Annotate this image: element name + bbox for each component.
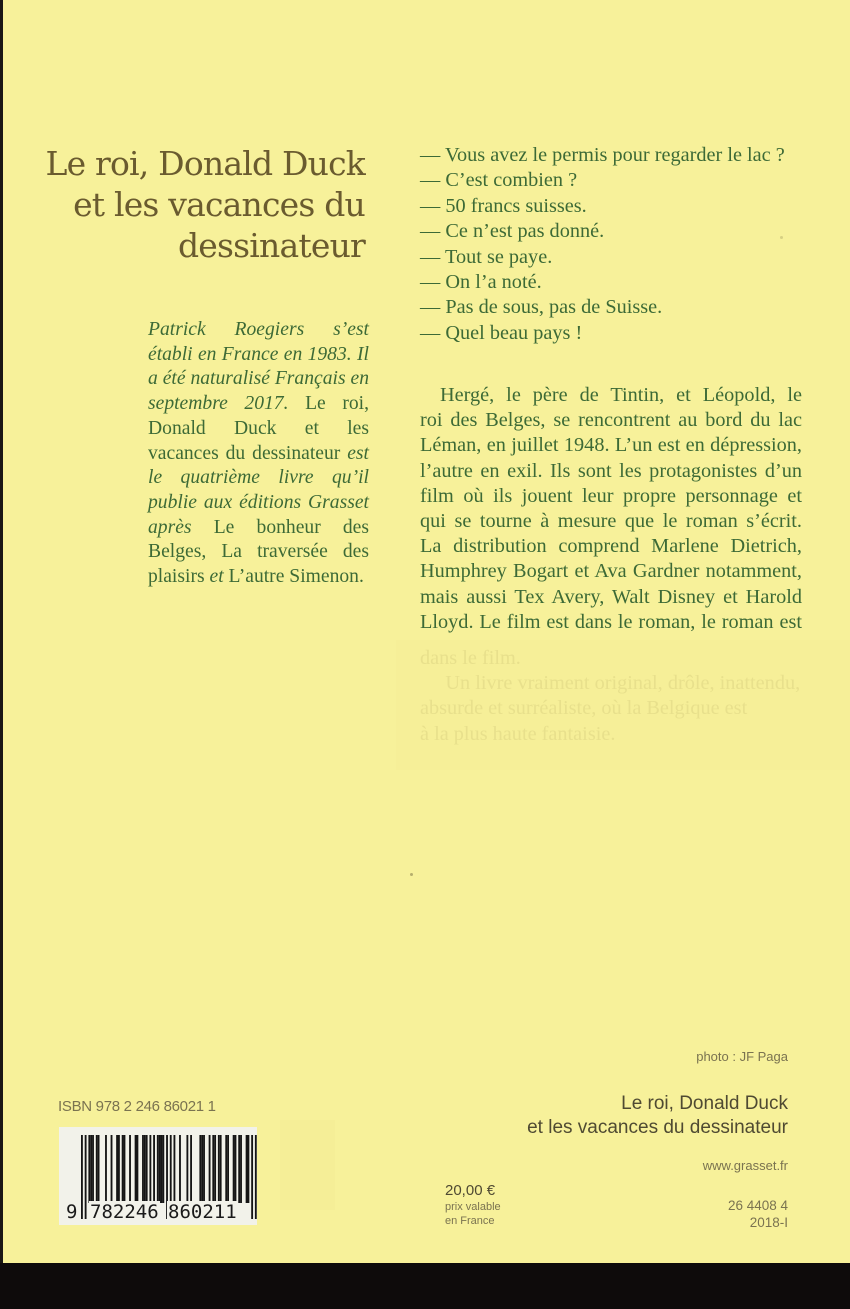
- barcode-bar: [218, 1135, 220, 1203]
- dialogue-line: — Vous avez le permis pour regarder le lac ?: [420, 144, 785, 166]
- barcode-bar: [111, 1135, 113, 1203]
- barcode-bar: [142, 1135, 144, 1203]
- background-surface: [0, 1263, 850, 1309]
- barcode-bar: [122, 1135, 124, 1203]
- barcode-bar: [174, 1135, 176, 1203]
- isbn-label: ISBN 978 2 246 86021 1: [58, 1098, 216, 1115]
- price-note: en France: [445, 1215, 495, 1227]
- barcode-bar: [209, 1135, 211, 1203]
- barcode-bar: [157, 1135, 159, 1203]
- barcode-bar: [240, 1135, 242, 1203]
- barcode-bar: [179, 1135, 181, 1203]
- faded-line: Un livre vraiment original, drôle, inattendu,: [420, 672, 801, 695]
- bio-segment: Le bonheur des Belges, La traversée des plaisirs: [148, 516, 369, 588]
- price-amount: 20,00 €: [445, 1182, 496, 1199]
- book-title: [5, 143, 365, 266]
- barcode-bar: [161, 1135, 163, 1203]
- bio-segment: Patrick Roegiers s’est établi en France en 1983. Il a été naturalisé Français en septembre 2017.: [148, 319, 369, 415]
- code-line: 26 4408 4: [727, 1198, 788, 1213]
- author-bio: [148, 318, 369, 590]
- dialogue-excerpt: [420, 143, 820, 346]
- publisher-code: [728, 1197, 788, 1231]
- barcode-bar: [159, 1135, 161, 1203]
- barcode-bar: [124, 1135, 126, 1203]
- barcode-bar: [105, 1135, 107, 1203]
- barcode-bar: [162, 1135, 164, 1203]
- barcode-bar: [248, 1135, 250, 1203]
- print-speck: [780, 236, 783, 239]
- faded-line: à la plus haute fantaisie.: [420, 722, 616, 745]
- barcode-bar: [233, 1135, 235, 1203]
- barcode-bar: [135, 1135, 137, 1203]
- barcode-bar: [149, 1135, 151, 1203]
- dialogue-line: — Quel beau pays !: [420, 321, 583, 344]
- barcode-bar: [203, 1135, 205, 1203]
- dialogue-line: — Pas de sous, pas de Suisse.: [420, 296, 663, 319]
- print-speck: [410, 873, 413, 876]
- barcode-bar: [88, 1135, 90, 1203]
- summary-line: qui se tourne à mesure que le roman s’écrit.: [420, 509, 802, 532]
- price-block: [445, 1182, 501, 1228]
- barcode-bar: [153, 1135, 155, 1203]
- barcode-bar: [214, 1135, 216, 1203]
- title-line: Le roi, Donald Duck: [45, 144, 365, 183]
- barcode-bar: [96, 1135, 98, 1203]
- publisher-website: www.grasset.fr: [702, 1158, 788, 1173]
- barcode-bar: [118, 1135, 120, 1203]
- barcode-bar: [220, 1135, 222, 1203]
- dialogue-line: — Tout se paye.: [420, 245, 553, 268]
- title-line: dessinateur: [177, 226, 365, 265]
- barcode-bar: [190, 1135, 192, 1203]
- summary-line: La distribution comprend Marlene Dietrich,: [420, 535, 802, 558]
- photo-credit: photo : JF Paga: [696, 1049, 788, 1064]
- bottom-title-line: Le roi, Donald Duck: [621, 1093, 788, 1114]
- book-summary: [420, 383, 802, 635]
- faded-line: dans le film.: [420, 647, 521, 669]
- barcode-bar: [90, 1135, 92, 1203]
- barcode-digit-group: 782246: [90, 1201, 159, 1223]
- sticker-ghost: [280, 1120, 335, 1210]
- barcode-digits: [59, 1201, 257, 1223]
- barcode-bar: [201, 1135, 203, 1203]
- bio-segment: L’autre Simenon.: [228, 566, 364, 588]
- barcode-bar: [129, 1135, 131, 1203]
- barcode-bar: [186, 1135, 188, 1203]
- barcode-bar: [235, 1135, 237, 1203]
- price-note: prix valable: [445, 1201, 501, 1213]
- barcode-digit-group: 860211: [168, 1201, 237, 1223]
- summary-line: roi des Belges, se rencontrent au bord du lac: [420, 409, 802, 432]
- barcode-bar: [227, 1135, 229, 1203]
- summary-line: l’autre en exil. Ils sont les protagonistes d’un: [420, 459, 802, 482]
- bio-segment: est le quatrième livre qu’il publie aux éditions Grasset après: [148, 442, 369, 538]
- faded-summary: [420, 646, 802, 747]
- summary-line: Léman, en juillet 1948. L’un est en dépression,: [420, 434, 802, 457]
- isbn-barcode: [59, 1127, 257, 1225]
- barcode-digit-group: 9: [66, 1201, 78, 1223]
- barcode-bar: [116, 1135, 118, 1203]
- barcode-bar: [146, 1135, 148, 1203]
- summary-line: Hergé, le père de Tintin, et Léopold, le: [440, 384, 802, 406]
- summary-line: Lloyd. Le film est dans le roman, le roman est: [420, 610, 802, 633]
- barcode-bar: [199, 1135, 201, 1203]
- dialogue-line: — Ce n’est pas donné.: [420, 220, 605, 243]
- barcode-bar: [212, 1135, 214, 1203]
- bio-segment: Le roi, Donald Duck et les vacances du dessinateur: [148, 393, 369, 464]
- bio-segment: et: [209, 566, 229, 588]
- barcode-bar: [144, 1135, 146, 1203]
- barcode-bar: [137, 1135, 139, 1203]
- bottom-title-line: et les vacances du dessinateur: [527, 1117, 788, 1138]
- barcode-bar: [225, 1135, 227, 1203]
- title-line: et les vacances du: [73, 185, 365, 224]
- faded-line: absurde et surréaliste, où la Belgique est: [420, 697, 748, 720]
- barcode-bar: [238, 1135, 240, 1203]
- dialogue-line: — C’est combien ?: [420, 169, 578, 192]
- code-line: 2018-I: [749, 1215, 788, 1230]
- barcode-bar: [92, 1135, 94, 1203]
- summary-line: film où ils jouent leur propre personnage et: [420, 484, 802, 507]
- barcode-bar: [246, 1135, 248, 1203]
- summary-line: mais aussi Tex Avery, Walt Disney et Harold: [420, 585, 802, 608]
- dialogue-line: — On l’a noté.: [420, 271, 542, 294]
- bottom-book-title: [527, 1092, 788, 1140]
- summary-line: Humphrey Bogart et Ava Gardner notamment,: [420, 560, 802, 583]
- barcode-bar: [98, 1135, 100, 1203]
- dialogue-line: — 50 francs suisses.: [420, 194, 587, 217]
